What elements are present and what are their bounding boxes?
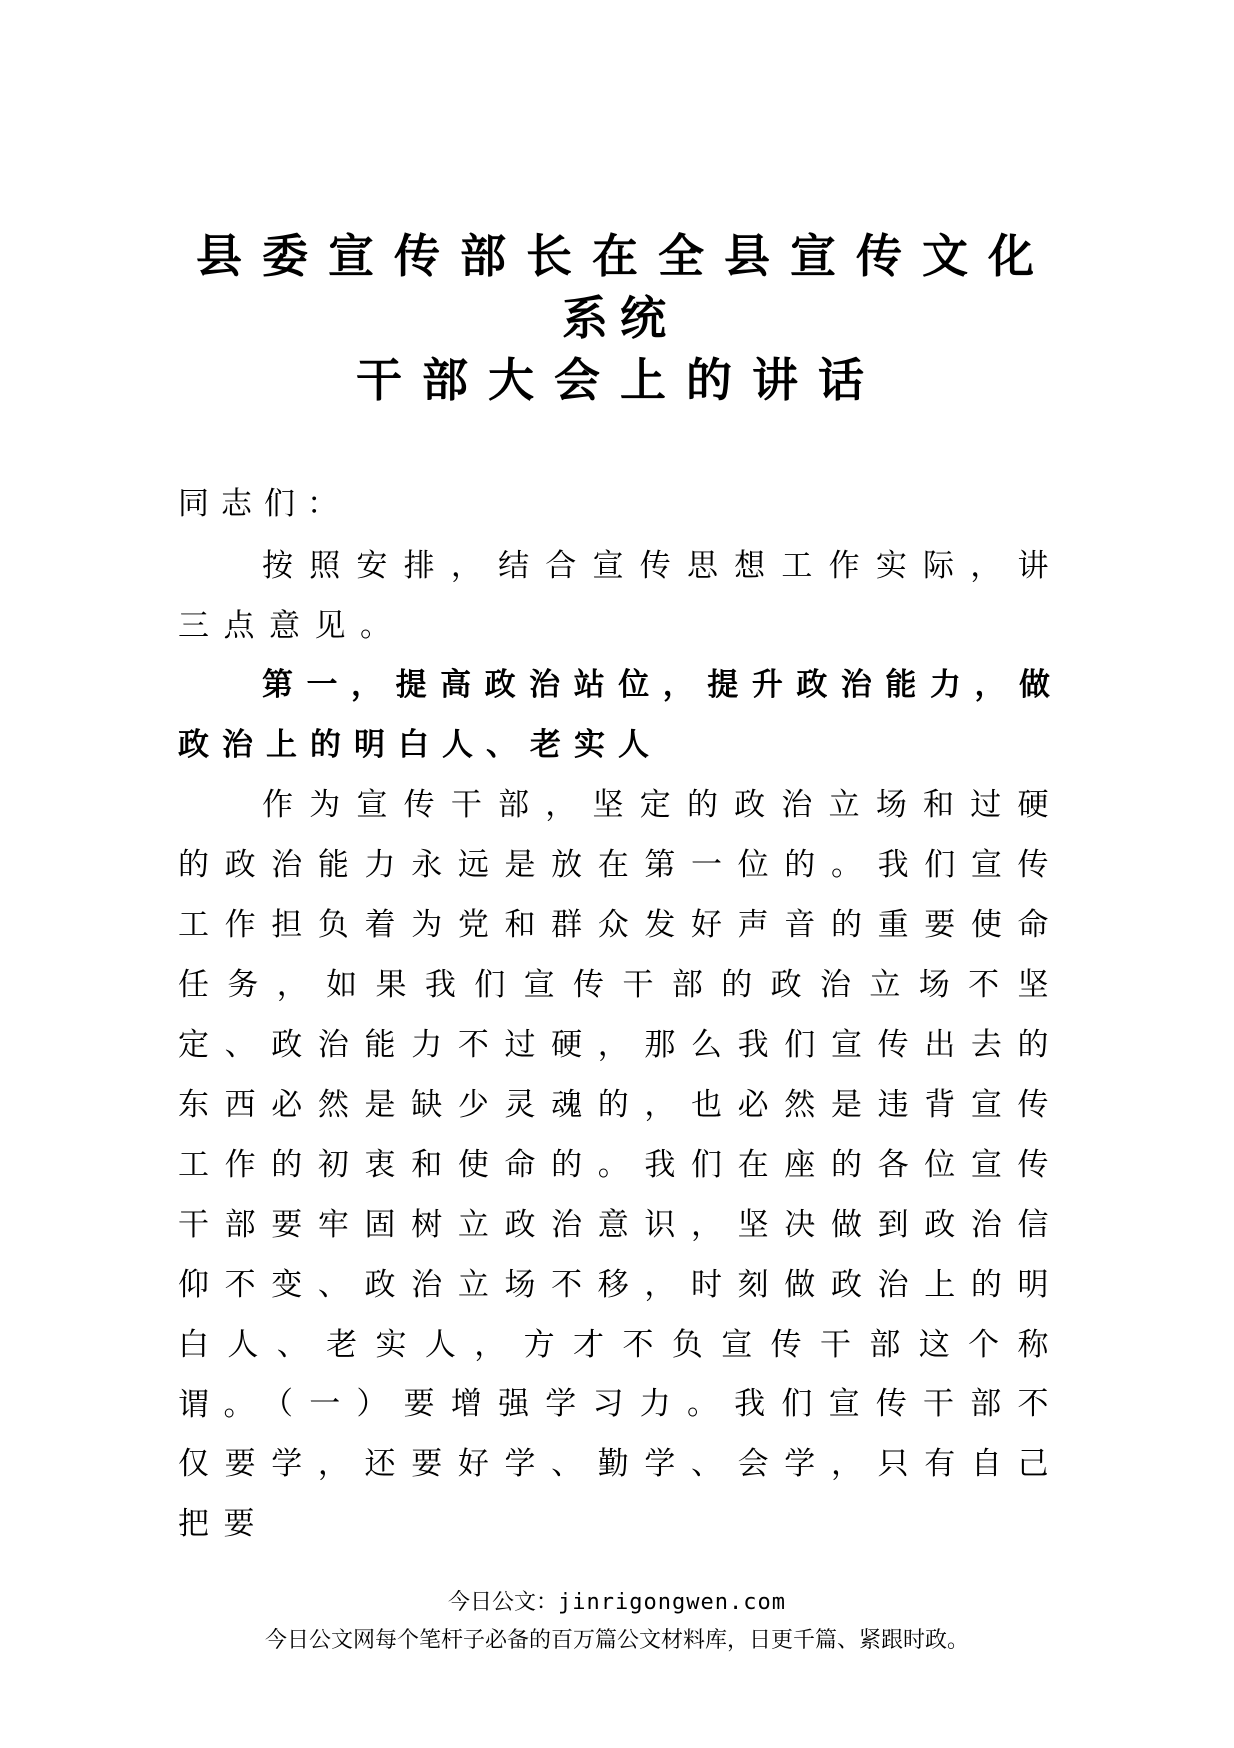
- paragraph-intro: 按照安排，结合宣传思想工作实际，讲三点意见。: [178, 548, 1063, 644]
- footer-tagline: 今日公文网每个笔杆子必备的百万篇公文材料库，日更千篇、紧跟时政。: [264, 1628, 969, 1653]
- paragraph-subsection-1: （一）要增强学习力。我们宣传干部不仅要学，还要好学、勤学、会学，只有自己把要: [178, 1386, 1063, 1542]
- footer-label: 今日公文：: [448, 1590, 559, 1615]
- footer-url[interactable]: jinrigongwen.com: [558, 1590, 786, 1615]
- greeting: 同志们：: [178, 486, 350, 522]
- title-line-3: 干部大会上的讲话: [356, 353, 884, 407]
- title-line-2: 系统: [562, 291, 678, 345]
- paragraph-body: 作为宣传干部，坚定的政治立场和过硬的政治能力永远是放在第一位的。我们宣传工作担负着为党和群众发好声音的重要使命任务，如果我们宣传干部的政治立场不坚定、政治能力不过硬，那么我们宣传出去的东西必然是缺少灵魂的，也必然是违背宣传工作的初衷和使命的。我们在座的各位宣传干部要牢固树立政治意识，坚决做到政治信仰不变、政治立场不移，时刻做政治上的明白人、老实人，方才不负宣传干部这个称谓。: [178, 787, 1063, 1423]
- document-title: [170, 225, 1070, 411]
- title-line-1: 县委宣传部长在全县宣传文化: [196, 229, 1054, 283]
- footer-source: [0, 1588, 1234, 1618]
- section-heading-1: 第一，提高政治站位，提升政治能力，做政治上的明白人、老实人: [178, 667, 1063, 763]
